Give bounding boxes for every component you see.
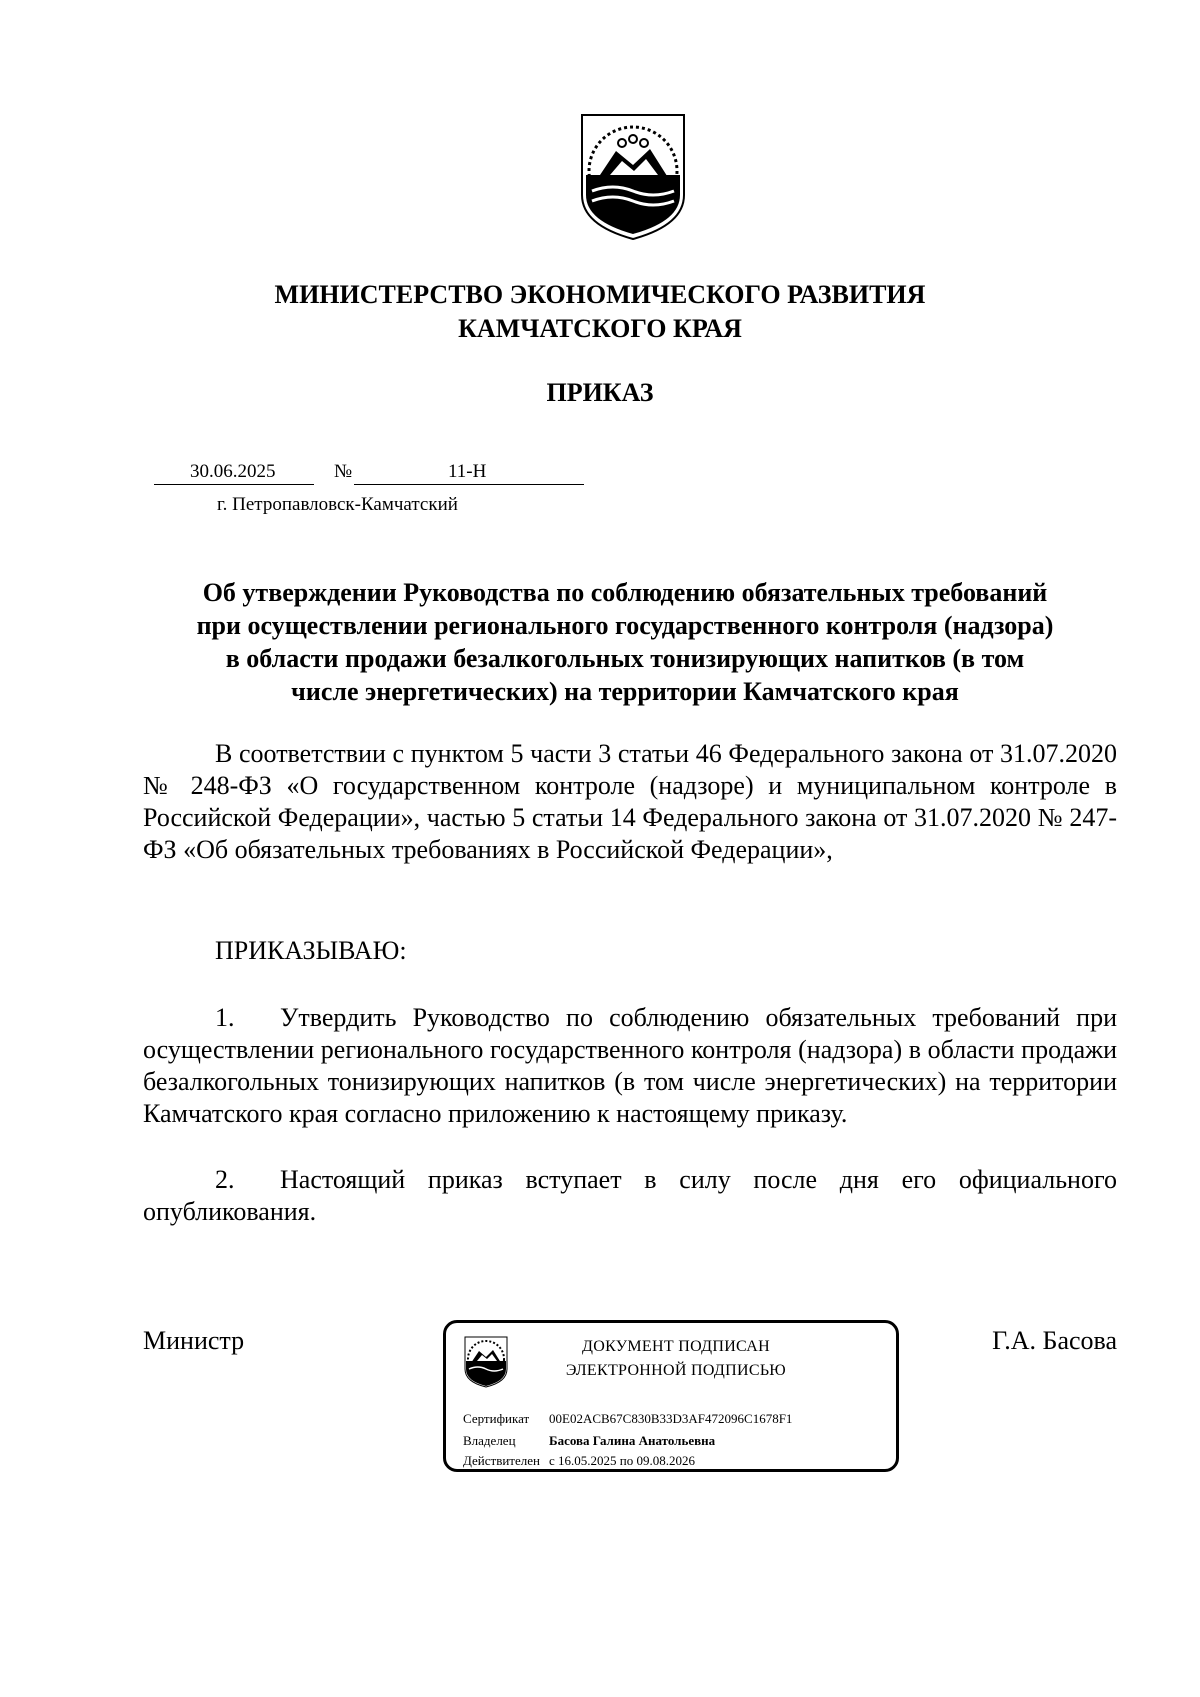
stamp-title: [526, 1335, 826, 1383]
heading-line-1: Об утверждении Руководства по соблюдению обязательных требований: [202, 578, 1048, 607]
stamp-title-line-1: ДОКУМЕНТ ПОДПИСАН: [582, 1338, 770, 1355]
stamp-title-line-2: ЭЛЕКТРОННОЙ ПОДПИСЬЮ: [565, 1362, 787, 1379]
item-number: 1.: [215, 1003, 235, 1032]
owner-value: Басова Галина Анатольевна: [549, 1433, 716, 1448]
registration-line: [154, 461, 584, 483]
owner-label: Владелец: [463, 1433, 516, 1448]
heading-line-4: числе энергетических) на территории Камчатского края: [291, 677, 959, 706]
certificate-value: 00E02ACB67C830B33D3AF472096C1678F1: [549, 1411, 793, 1426]
order-item-1: [143, 1002, 1117, 1130]
preamble-text: В соответствии с пунктом 5 части 3 статьи 46 Федерального закона от 31.07.2020 № 248-ФЗ «О государственном контроле (надзоре) и муниципальном контроле в Российской Федерации», частью 5 статьи 14 Федерального закона от 31.07.2020 № 247-ФЗ «Об обязательных требованиях в Российской Федерации»,: [143, 739, 1117, 864]
validity-label: Действителен: [463, 1453, 540, 1468]
ministry-line-2: КАМЧАТСКОГО КРАЯ: [458, 314, 742, 343]
validity-row: [463, 1453, 695, 1469]
order-date: 30.06.2025: [190, 461, 276, 482]
item-text: Утвердить Руководство по соблюдению обязательных требований при осуществлении регионального государственного контроля (надзора) в области продажи безалкогольных тонизирующих напитков (в том числе энергетических) на территории Камчатского края согласно приложению к настоящему приказу.: [143, 1003, 1117, 1128]
item-number: 2.: [215, 1165, 235, 1194]
order-word: ПРИКАЗЫВАЮ:: [215, 936, 407, 965]
heading-line-2: при осуществлении регионального государственного контроля (надзора): [196, 611, 1054, 640]
heading-line-3: в области продажи безалкогольных тонизирующих напитков (в том: [225, 644, 1025, 673]
order-number: 11-Н: [448, 461, 487, 482]
electronic-signature-stamp: [443, 1320, 899, 1472]
ministry-header: [150, 278, 1050, 346]
document-type: ПРИКАЗ: [546, 378, 654, 407]
certificate-row: [463, 1411, 792, 1427]
city: г. Петропавловск-Камчатский: [217, 494, 458, 515]
owner-row: [463, 1433, 715, 1449]
item-text: Настоящий приказ вступает в силу после дня его официального опубликования.: [143, 1165, 1117, 1226]
validity-value: с 16.05.2025 по 09.08.2026: [549, 1453, 695, 1468]
ministry-line-1: МИНИСТЕРСТВО ЭКОНОМИЧЕСКОГО РАЗВИТИЯ: [274, 280, 926, 309]
order-item-2: [143, 1164, 1117, 1228]
certificate-label: Сертификат: [463, 1411, 530, 1426]
document-heading: [150, 576, 1100, 708]
coat-of-arms-mini-icon: [463, 1335, 509, 1389]
signer-position: Министр: [143, 1326, 245, 1355]
coat-of-arms-emblem: [578, 113, 688, 241]
preamble-paragraph: [143, 738, 1117, 866]
signer-name: Г.А. Басова: [992, 1326, 1117, 1355]
number-sign: №: [334, 461, 353, 482]
order-word-paragraph: [143, 935, 1117, 967]
